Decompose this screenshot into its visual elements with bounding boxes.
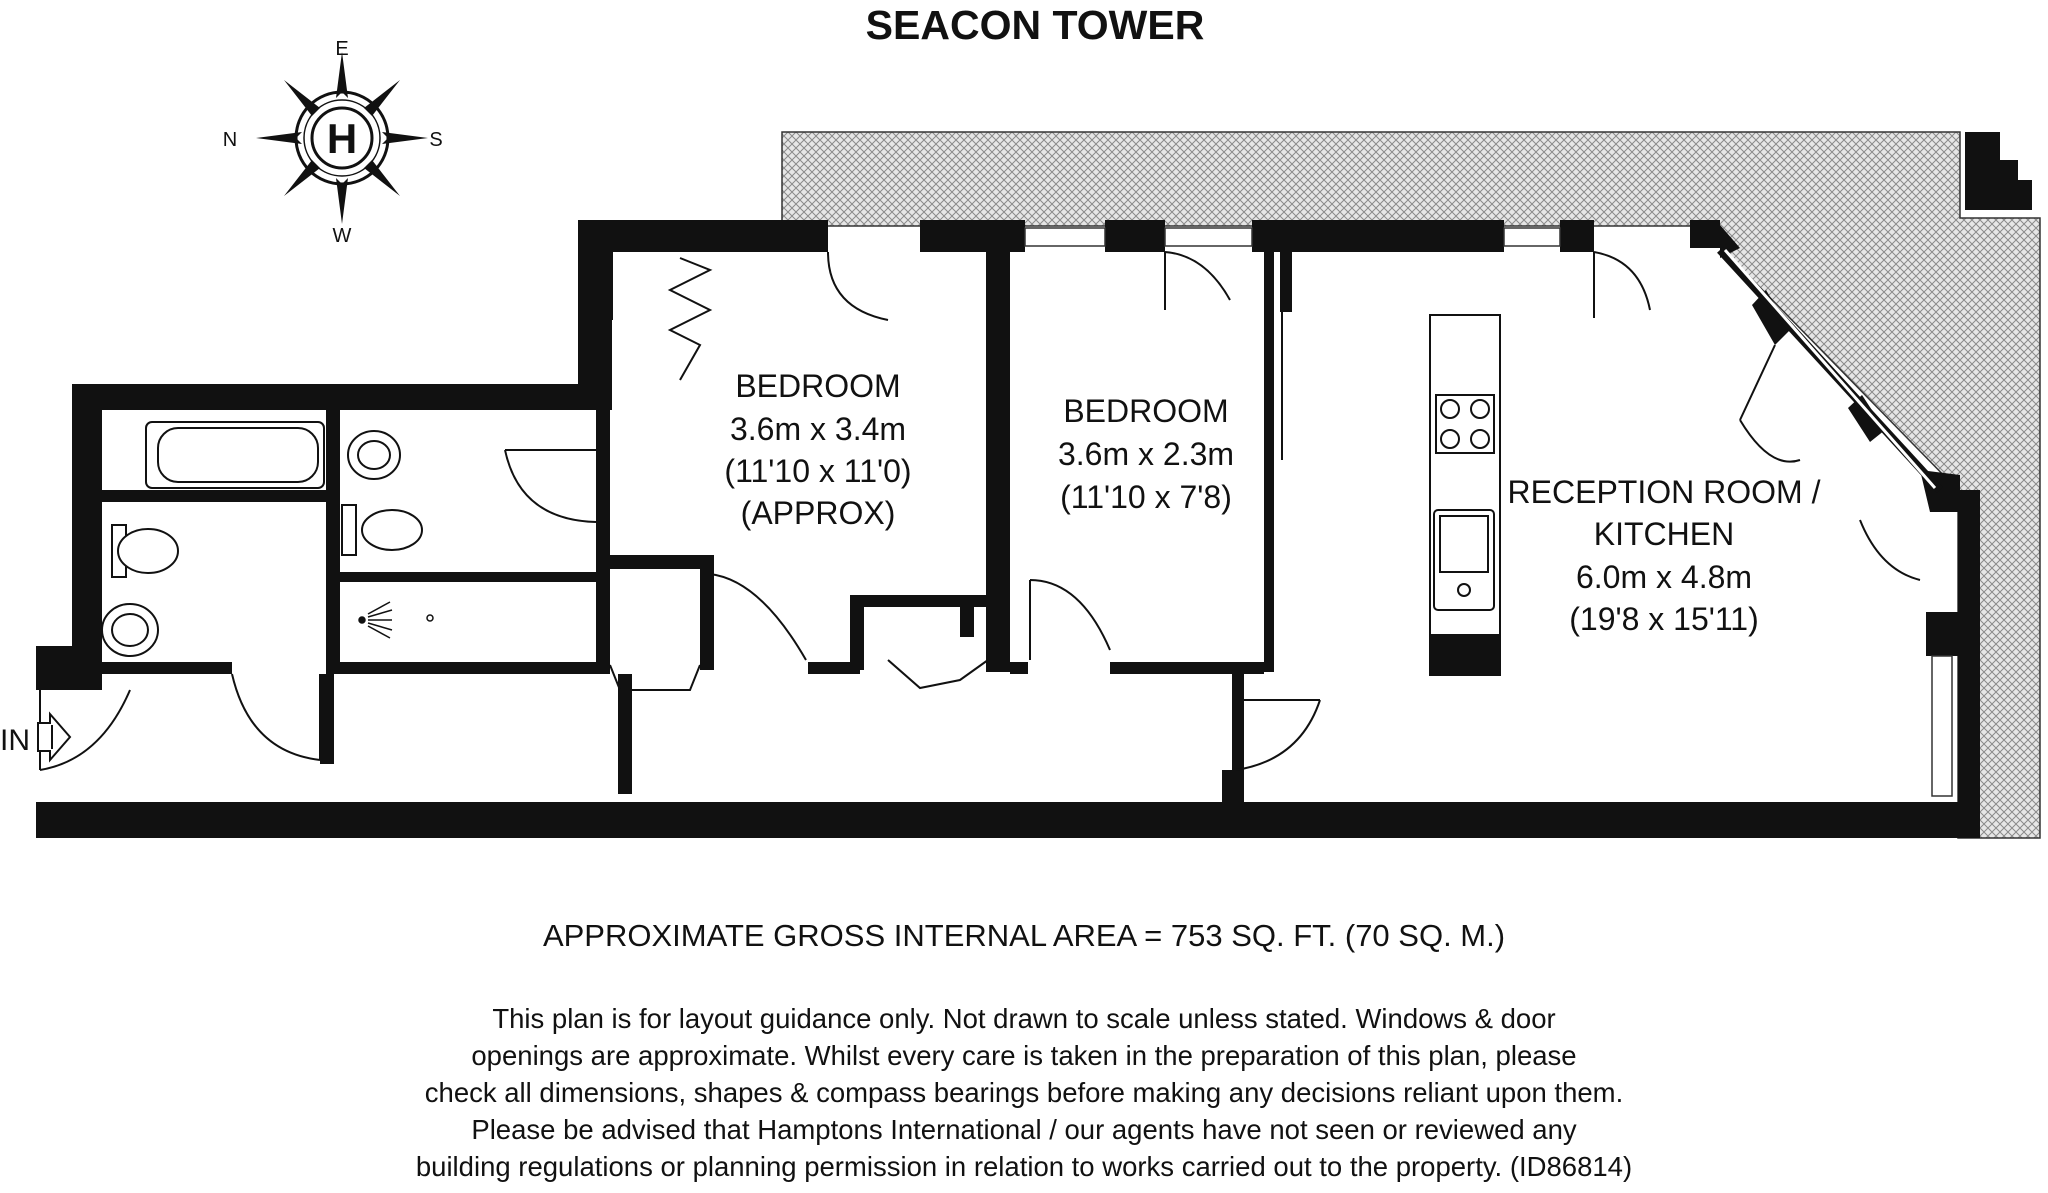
room-label-bedroom-2 — [1058, 393, 1234, 515]
svg-text:(11'10 x 7'8): (11'10 x 7'8) — [1060, 479, 1232, 515]
disclaimer-line: building regulations or planning permission in relation to works carried out to the property. (ID86814) — [415, 1151, 1633, 1182]
svg-text:(11'10 x 11'0): (11'10 x 11'0) — [724, 453, 912, 489]
bathtub — [146, 422, 324, 488]
compass-south: S — [429, 129, 443, 151]
disclaimer-line: check all dimensions, shapes & compass bearings before making any decisions reliant upon them. — [424, 1077, 1624, 1108]
interior-walls — [72, 252, 1292, 804]
svg-text:3.6m x 3.4m: 3.6m x 3.4m — [729, 411, 907, 447]
disclaimer-line: openings are approximate. Whilst every care is taken in the preparation of this plan, please — [471, 1040, 1577, 1071]
compass-north: N — [222, 129, 238, 151]
entrance-label: IN — [0, 724, 30, 757]
svg-text:(19'8 x 15'11): (19'8 x 15'11) — [1569, 601, 1759, 637]
svg-text:RECEPTION ROOM /: RECEPTION ROOM / — [1507, 474, 1821, 510]
disclaimer — [0, 1000, 2048, 1185]
toilet — [112, 505, 422, 577]
svg-text:3.6m x 2.3m: 3.6m x 2.3m — [1057, 436, 1235, 472]
svg-text:KITCHEN: KITCHEN — [1593, 516, 1735, 552]
compass-west: W — [332, 225, 352, 247]
entrance-arrow-icon — [38, 714, 70, 760]
disclaimer-line: Please be advised that Hamptons International / our agents have not seen or reviewed any — [471, 1114, 1577, 1145]
disclaimer-line: This plan is for layout guidance only. Not drawn to scale unless stated. Windows & door — [492, 1003, 1556, 1034]
shower — [359, 602, 433, 638]
compass-rose-icon — [256, 52, 428, 224]
svg-text:(APPROX): (APPROX) — [740, 495, 896, 531]
compass-east: E — [335, 38, 349, 60]
room-label-bedroom-1 — [724, 368, 911, 531]
plan-title: SEACON TOWER — [865, 2, 1205, 48]
gross-internal-area: APPROXIMATE GROSS INTERNAL AREA = 753 SQ. FT. (70 SQ. M.) — [542, 918, 1506, 953]
svg-text:6.0m x 4.8m: 6.0m x 4.8m — [1575, 559, 1753, 595]
compass-logo: H — [326, 115, 358, 162]
svg-text:BEDROOM: BEDROOM — [735, 368, 901, 404]
room-label-reception-kitchen — [1508, 474, 1821, 637]
balcony-corner-steps — [1965, 132, 2032, 210]
svg-text:BEDROOM: BEDROOM — [1063, 393, 1229, 429]
kitchen-island — [1430, 315, 1500, 675]
